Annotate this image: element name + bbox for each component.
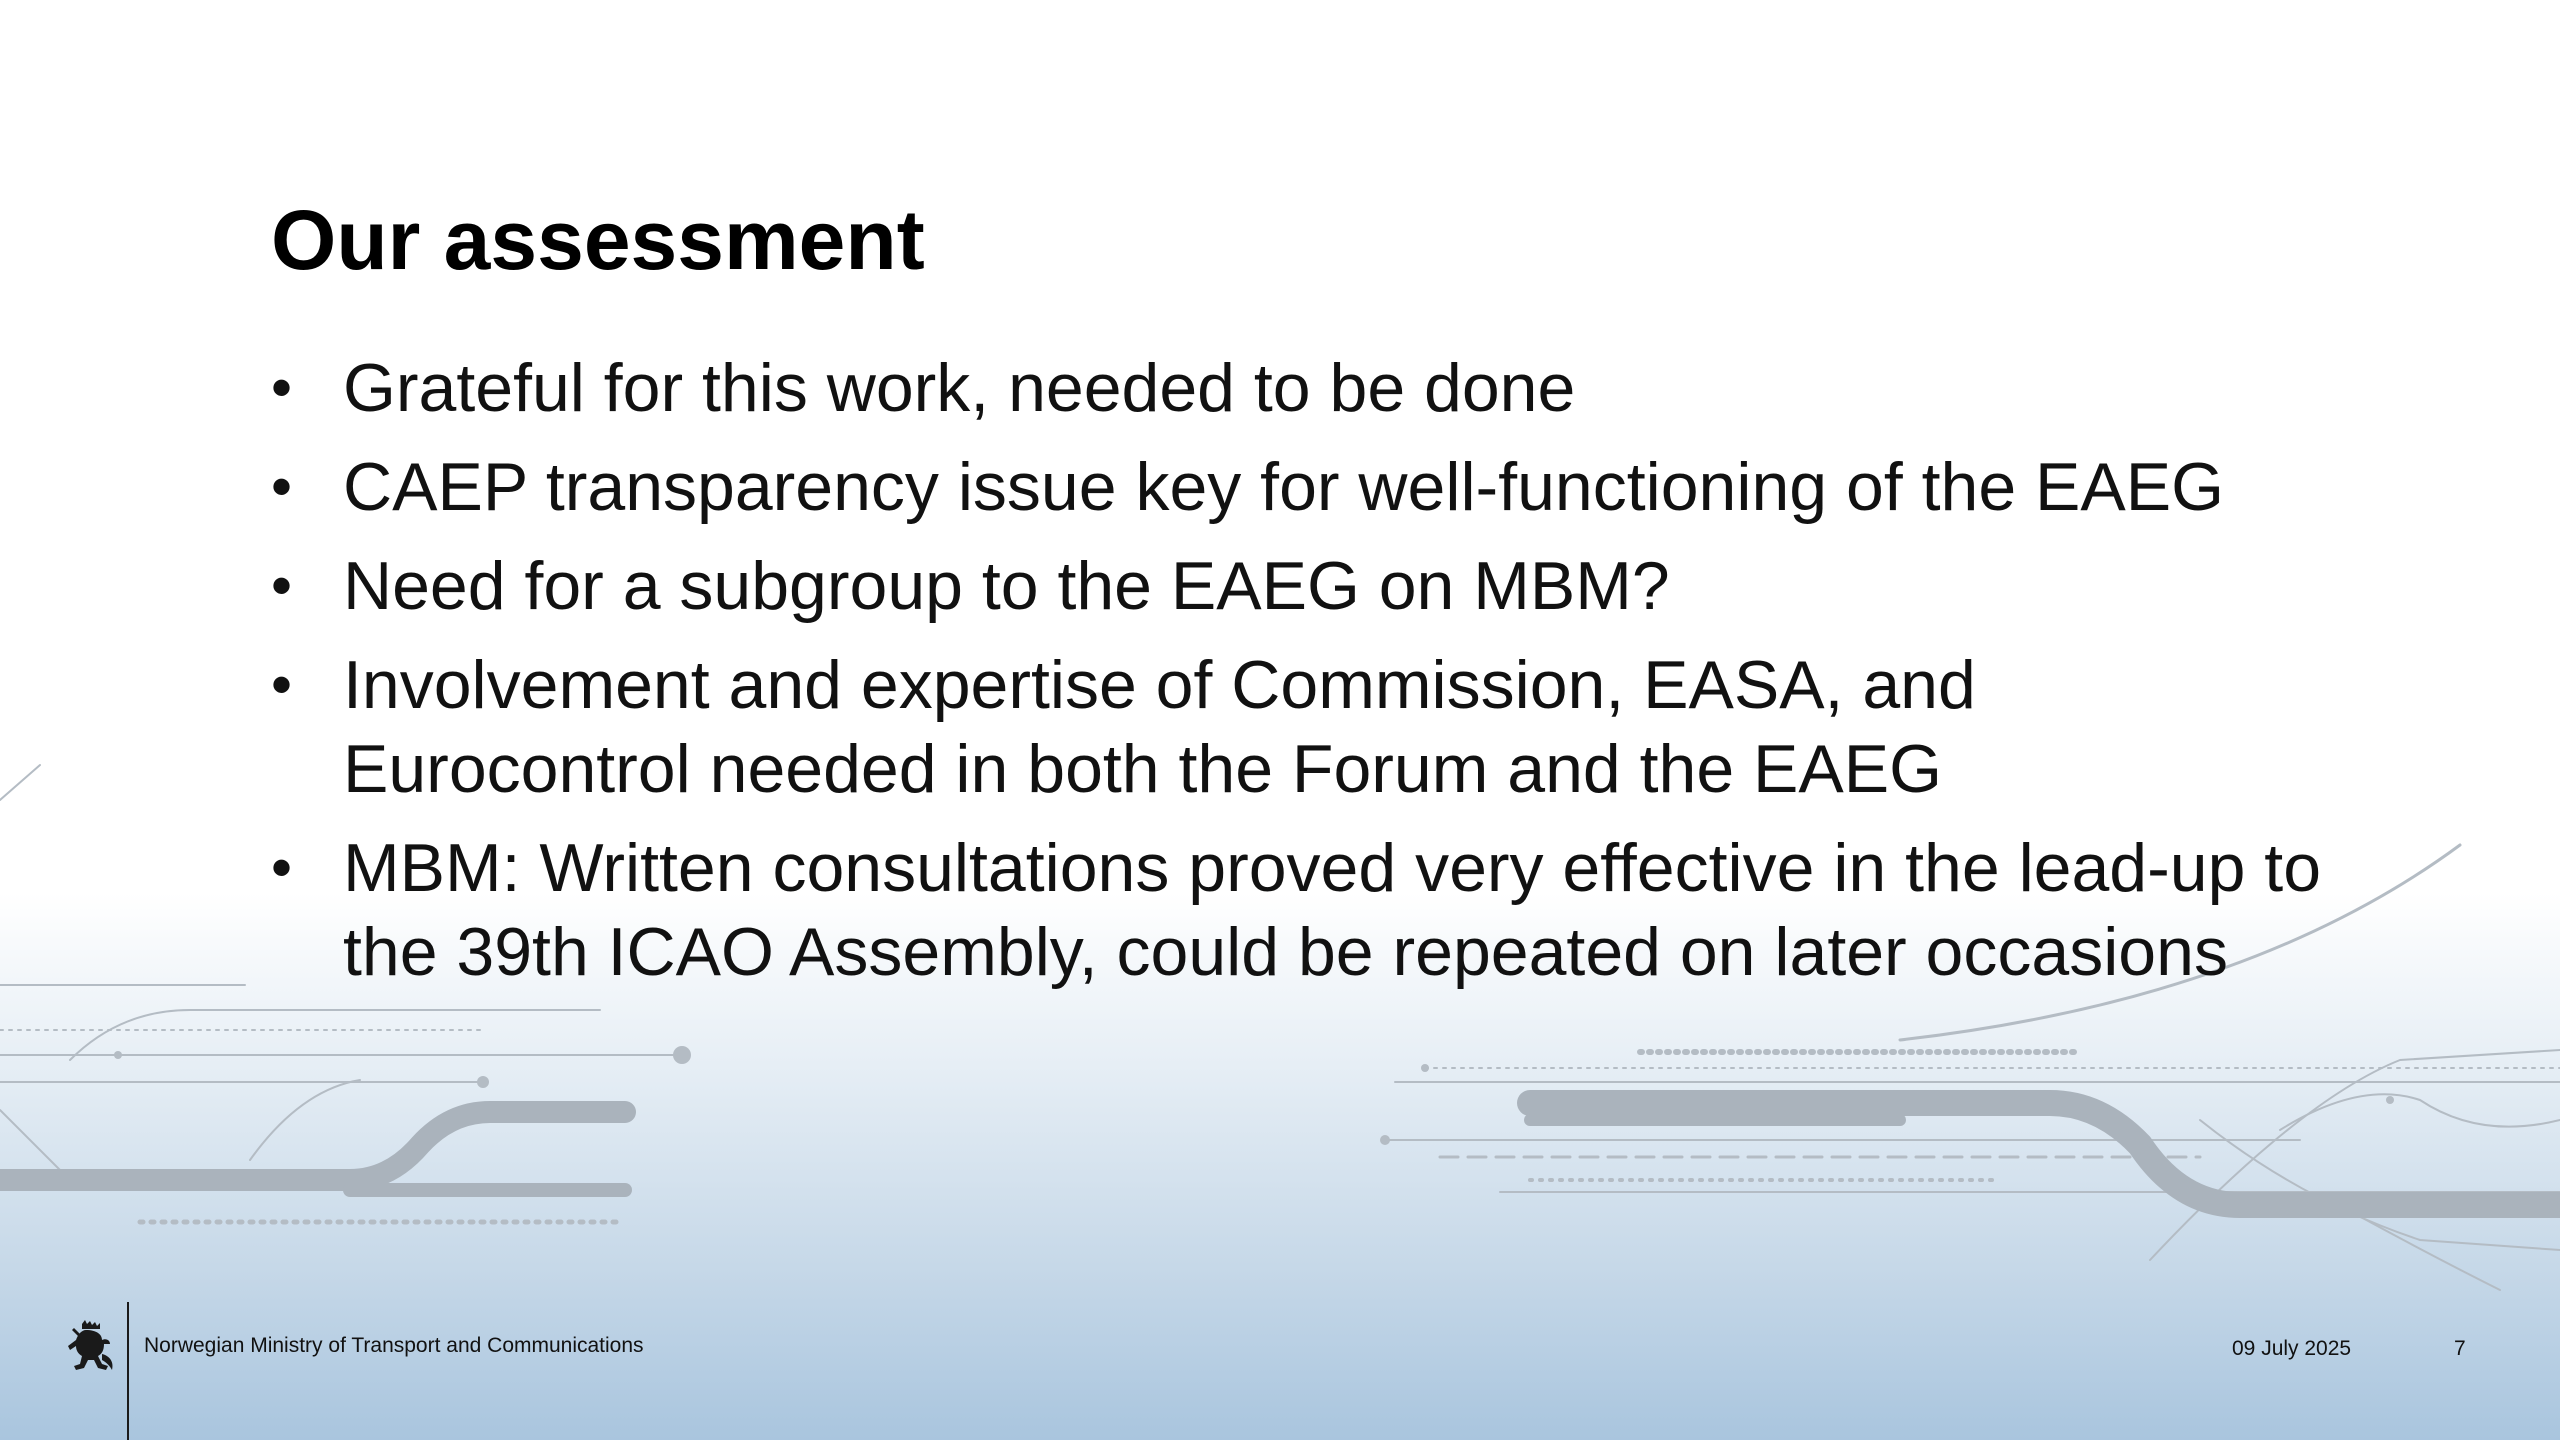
bullet-item bbox=[271, 544, 2331, 628]
bullet-item bbox=[271, 346, 2331, 430]
bullet-text: Need for a subgroup to the EAEG on MBM? bbox=[343, 548, 1670, 624]
footer-divider bbox=[127, 1302, 129, 1440]
bullet-marker: • bbox=[271, 651, 293, 718]
bullet-text: MBM: Written consultations proved very effective in the lead-up to the 39th ICAO Assembly, could be repeated on later occasions bbox=[343, 830, 2322, 990]
bullet-marker: • bbox=[271, 834, 293, 901]
bullet-item bbox=[271, 445, 2331, 529]
bullet-item bbox=[271, 643, 2331, 811]
slide-title: Our assessment bbox=[271, 193, 925, 287]
bullet-marker: • bbox=[271, 552, 293, 619]
bullet-list bbox=[271, 346, 2331, 1009]
bullet-item bbox=[271, 826, 2331, 994]
bullet-text: Grateful for this work, needed to be done bbox=[343, 350, 1576, 426]
footer-page-number: 7 bbox=[2454, 1337, 2466, 1360]
footer-date: 09 July 2025 bbox=[2232, 1337, 2352, 1360]
coat-of-arms-lion-icon bbox=[66, 1320, 116, 1376]
footer-organization: Norwegian Ministry of Transport and Communications bbox=[144, 1334, 644, 1357]
bullet-text: CAEP transparency issue key for well-functioning of the EAEG bbox=[343, 449, 2224, 525]
bullet-text: Involvement and expertise of Commission, EASA, and Eurocontrol needed in both the Forum and the EAEG bbox=[343, 647, 1976, 807]
bullet-marker: • bbox=[271, 354, 293, 421]
bullet-marker: • bbox=[271, 453, 293, 520]
